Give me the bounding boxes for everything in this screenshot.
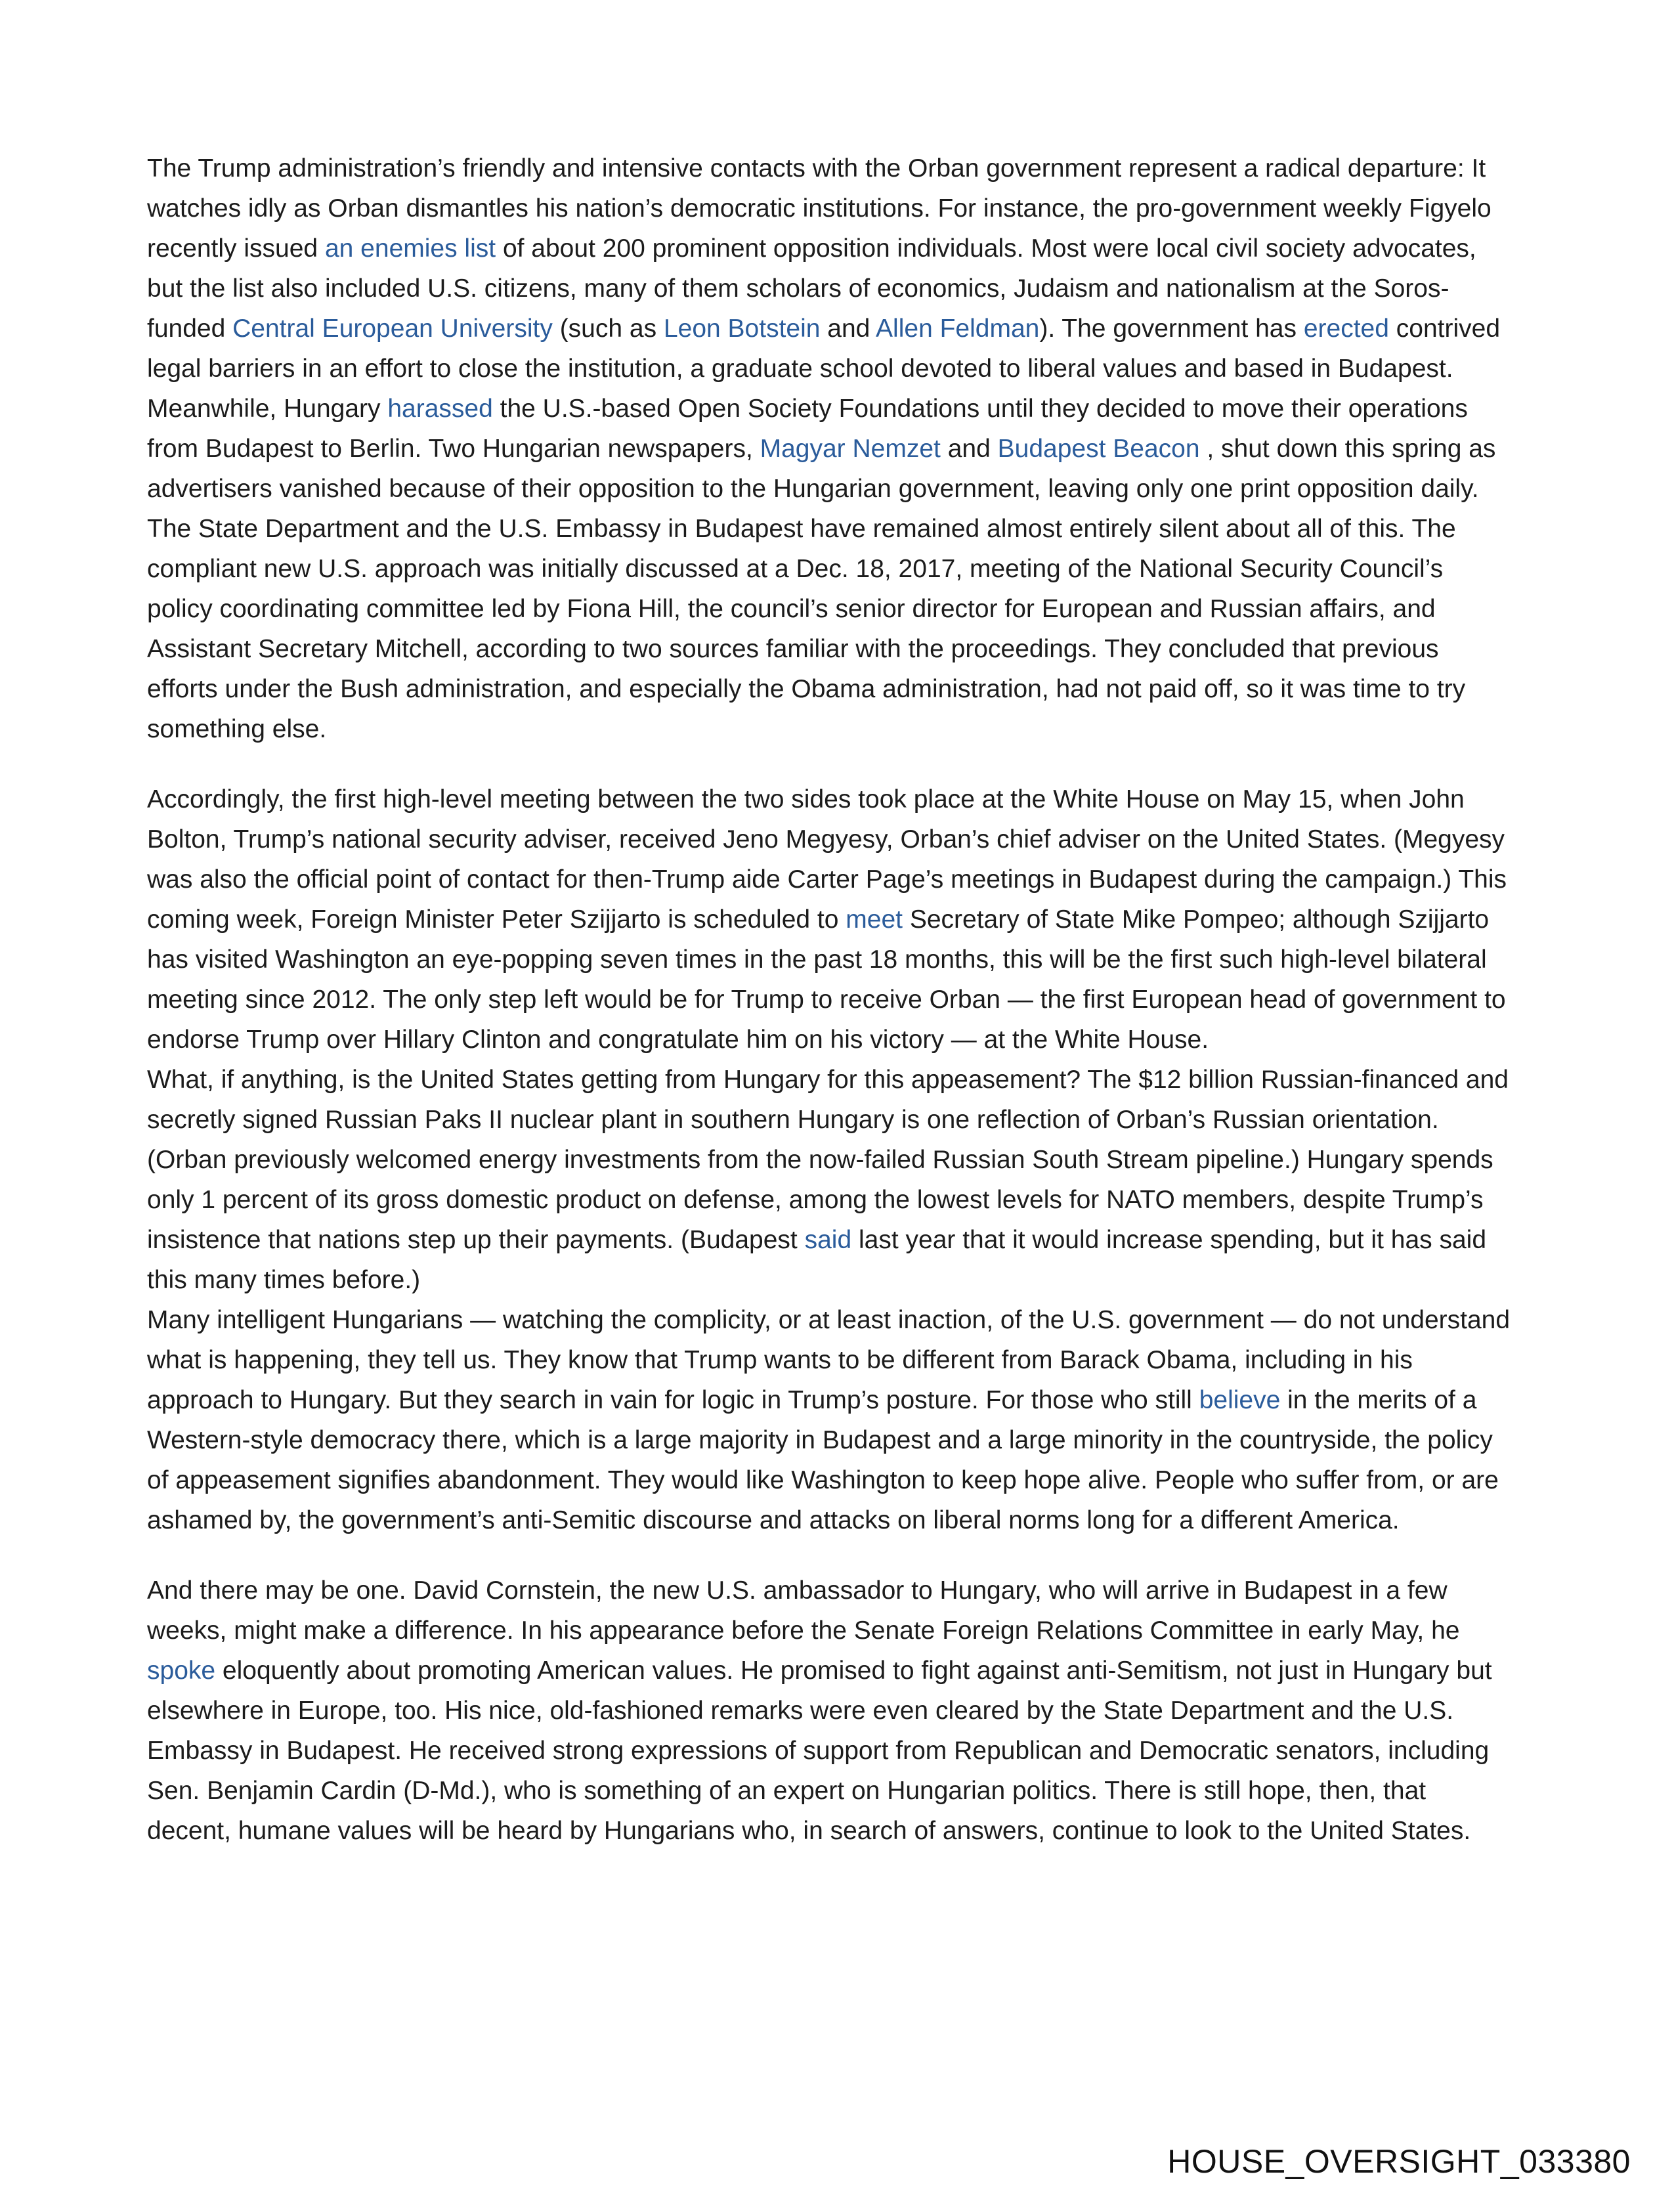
inline-link[interactable]: Budapest Beacon <box>997 435 1200 463</box>
paragraph-text: last year that it would increase spending, but it has said this many times before.) <box>147 1226 1487 1294</box>
inline-link[interactable]: Allen Feldman <box>876 314 1040 343</box>
article-body <box>147 148 1513 1851</box>
paragraph-text: ). The government has <box>1039 314 1304 343</box>
paragraph-text: The Trump administration’s friendly and intensive contacts with the Orban government represent a radical departure: It watches idly as Orban dismantles his nation’s democratic institutions. For instance, the pro-government weekly Figyelo recently issued <box>147 154 1492 263</box>
inline-link[interactable]: Leon Botstein <box>663 314 821 343</box>
article-paragraph <box>147 148 1513 509</box>
article-paragraph <box>147 1060 1513 1300</box>
inline-link[interactable]: an enemies list <box>324 234 496 263</box>
paragraph-text: and <box>940 435 998 463</box>
inline-link[interactable]: erected <box>1303 314 1389 343</box>
paragraph-text: And there may be one. David Cornstein, the new U.S. ambassador to Hungary, who will arrive in Budapest in a few weeks, might make a difference. In his appearance before the Senate Foreign Relations Committee in early May, he <box>147 1576 1460 1645</box>
paragraph-text: the U.S.-based Open Society Foundations until they decided to move their operations from Budapest to Berlin. Two Hungarian newspapers, <box>147 395 1468 463</box>
paragraph-text: contrived legal barriers in an effort to close the institution, a graduate school devoted to liberal values and based in Budapest. Meanwhile, Hungary <box>147 314 1501 423</box>
inline-link[interactable]: believe <box>1199 1386 1281 1414</box>
paragraph-text: (such as <box>552 314 664 343</box>
article-paragraph <box>147 1571 1513 1851</box>
paragraph-text: What, if anything, is the United States getting from Hungary for this appeasement? The $12 billion Russian-financed and secretly signed Russian Paks II nuclear plant in southern Hungary is one reflection of Orban’s Russian orientation. (Orban previously welcomed energy investments from the now-failed Russian South Stream pipeline.) Hungary spends only 1 percent of its gross domestic product on defense, among the lowest levels for NATO members, despite Trump’s insistence that nations step up their payments. (Budapest <box>147 1066 1509 1254</box>
paragraph-text: Accordingly, the first high-level meeting between the two sides took place at the White House on May 15, when John Bolton, Trump’s national security adviser, received Jeno Megyesy, Orban’s chief adviser on the United States. (Megyesy was also the official point of contact for then-Trump aide Carter Page’s meetings in Budapest during the campaign.) This coming week, Foreign Minister Peter Szijjarto is scheduled to <box>147 785 1507 934</box>
inline-link[interactable]: meet <box>846 905 903 934</box>
paragraph-text: in the merits of a Western-style democracy there, which is a large majority in Budapest and a large minority in the countryside, the policy of appeasement signifies abandonment. They would like Washington to keep hope alive. People who suffer from, or are ashamed by, the government’s anti-Semitic discourse and attacks on liberal norms long for a different America. <box>147 1386 1499 1534</box>
inline-link[interactable]: said <box>804 1226 852 1254</box>
document-id-stamp: HOUSE_OVERSIGHT_033380 <box>1167 2143 1631 2180</box>
inline-link[interactable]: harassed <box>387 395 493 423</box>
article-paragraph <box>147 509 1513 749</box>
inline-link[interactable]: Magyar Nemzet <box>760 435 941 463</box>
paragraph-text: Many intelligent Hungarians — watching the complicity, or at least inaction, of the U.S. government — do not understand what is happening, they tell us. They know that Trump wants to be different from Barack Obama, including in his approach to Hungary. But they search in vain for logic in Trump’s posture. For those who still <box>147 1306 1511 1414</box>
inline-link[interactable]: Central European University <box>232 314 553 343</box>
paragraph-text: of about 200 prominent opposition individuals. Most were local civil society advocates, but the list also included U.S. citizens, many of them scholars of economics, Judaism and nationalism at the Soros-funded <box>147 234 1476 343</box>
article-paragraph <box>147 1300 1513 1540</box>
inline-link[interactable]: spoke <box>147 1657 216 1685</box>
article-paragraph <box>147 779 1513 1060</box>
paragraph-text: Secretary of State Mike Pompeo; although Szijjarto has visited Washington an eye-popping seven times in the past 18 months, this will be the first such high-level bilateral meeting since 2012. The only step left would be for Trump to receive Orban — the first European head of government to endorse Trump over Hillary Clinton and congratulate him on his victory — at the White House. <box>147 905 1506 1054</box>
paragraph-text: and <box>820 314 876 343</box>
paragraph-text: eloquently about promoting American values. He promised to fight against anti-Semitism, not just in Hungary but elsewhere in Europe, too. His nice, old-fashioned remarks were even cleared by the State Department and the U.S. Embassy in Budapest. He received strong expressions of support from Republican and Democratic senators, including Sen. Benjamin Cardin (D-Md.), who is something of an expert on Hungarian politics. There is still hope, then, that decent, humane values will be heard by Hungarians who, in search of answers, continue to look to the United States. <box>147 1657 1492 1845</box>
paragraph-text: The State Department and the U.S. Embassy in Budapest have remained almost entirely silent about all of this. The compliant new U.S. approach was initially discussed at a Dec. 18, 2017, meeting of the National Security Council’s policy coordinating committee led by Fiona Hill, the council’s senior director for European and Russian affairs, and Assistant Secretary Mitchell, according to two sources familiar with the proceedings. They concluded that previous efforts under the Bush administration, and especially the Obama administration, had not paid off, so it was time to try something else. <box>147 515 1466 743</box>
paragraph-text: , shut down this spring as advertisers vanished because of their opposition to the Hungarian government, leaving only one print opposition daily. <box>147 435 1496 503</box>
